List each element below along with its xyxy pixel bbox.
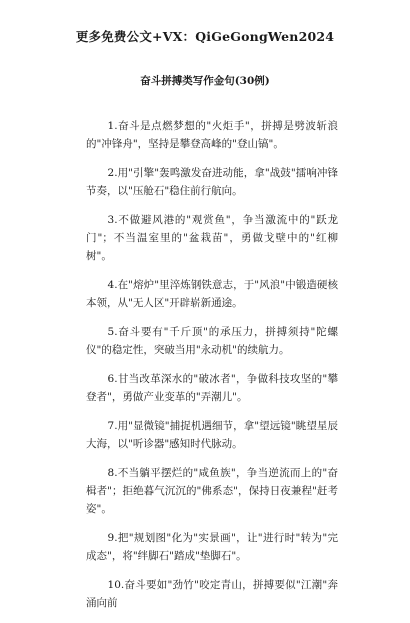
- list-item: 9.把"规划图"化为"实景画"，让"进行时"转为"完成态"，将"绊脚石"踏成"垫脚石"。: [86, 532, 338, 562]
- list-item: 6.甘当改革深水的"破冰者"，争做科技攻坚的"攀登者"，勇做产业变革的"弄潮儿"。: [86, 373, 338, 403]
- document-title: 奋斗拼搏类写作金句(30例): [140, 75, 270, 87]
- list-item: 4.在"熔炉"里淬炼钢铁意志，于"风浪"中锻造硬核本领，从"无人区"开辟崭新通途。: [86, 279, 338, 309]
- list-item: 8.不当躺平摆烂的"咸鱼族"，争当逆流而上的"奋楫者"；拒绝暮气沉沉的"佛系态"，保持日夜兼程"赶考姿"。: [86, 467, 338, 515]
- document-body: [86, 117, 338, 623]
- list-item: 5.奋斗要有"千斤顶"的承压力，拼搏须持"陀螺仪"的稳定性，突破当用"永动机"的续航力。: [86, 326, 338, 356]
- list-item: 2.用"引擎"轰鸣激发奋进动能，拿"战鼓"擂响冲锋节奏，以"压舱石"稳住前行航向。: [86, 167, 338, 197]
- list-item: 7.用"显微镜"捕捉机遇细节，拿"望远镜"眺望星辰大海，以"听诊器"感知时代脉动。: [86, 420, 338, 450]
- list-item: 1.奋斗是点燃梦想的"火炬手"，拼搏是劈波斩浪的"冲锋舟"，坚持是攀登高峰的"登山镐"。: [86, 120, 338, 150]
- list-item: 10.奋斗要如"劲竹"咬定青山，拼搏要似"江潮"奔涌向前: [86, 579, 338, 609]
- list-item: 3.不做避风港的"观赏鱼"，争当激流中的"跃龙门"；不当温室里的"盆栽苗"，勇做戈壁中的"红柳树"。: [86, 214, 338, 262]
- promo-header: 更多免费公文+VX：QiGeGongWen2024: [75, 29, 335, 44]
